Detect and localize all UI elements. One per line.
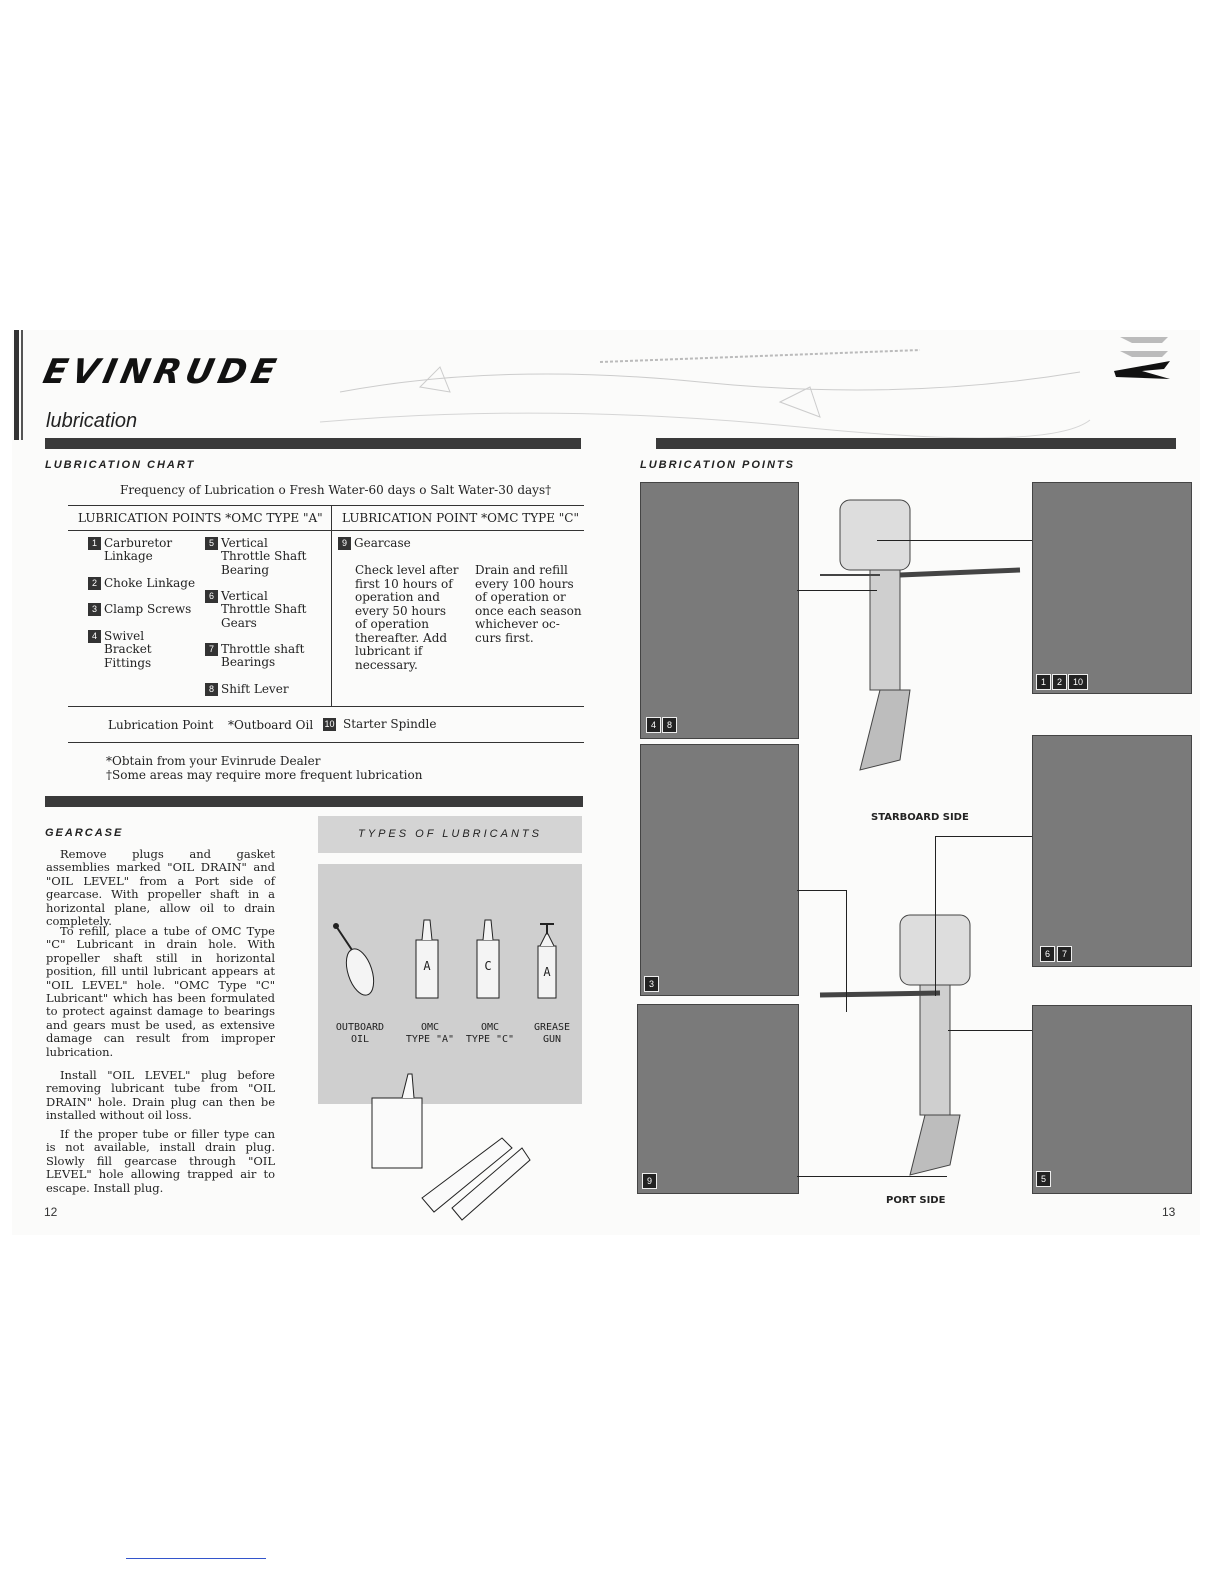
- leader-line: [948, 1030, 1032, 1031]
- table-top-line: [68, 505, 584, 506]
- photo-carburetor-linkage: [1032, 482, 1192, 694]
- lube-point-6: 6 Vertical Throttle Shaft Gears: [205, 590, 306, 630]
- badge-9: 9: [642, 1173, 657, 1189]
- footer-lube-point: Lubrication Point: [108, 718, 214, 732]
- grease-gun-icon: [538, 924, 556, 998]
- photo-clamp-screws: [640, 744, 799, 996]
- boat-sketch-illustration: [300, 332, 1100, 442]
- svg-text:A: A: [423, 959, 431, 973]
- leader-line: [797, 1176, 947, 1177]
- link-underline: [126, 1558, 266, 1559]
- gearcase-para-3: Install "OIL LEVEL" plug before removing lubricant tube from "OIL DRAIN" hole. Drain plug can then be installed without oil loss.: [46, 1068, 275, 1123]
- lubricant-icons: [330, 912, 580, 1002]
- frequency-text: Frequency of Lubrication o Fresh Water-60 days o Salt Water-30 days†: [120, 483, 552, 497]
- footer-outboard-oil: *Outboard Oil: [228, 718, 314, 732]
- gearcase-para-1: Remove plugs and gasket assemblies marked "OIL DRAIN" and "OIL LEVEL" from a Port side of gearcase. With propeller shaft in a horizontal plane, allow oil to drain completely.: [46, 847, 275, 929]
- brand-logo: EVINRUDE: [39, 352, 285, 392]
- table-header-line: [68, 530, 584, 531]
- label-omc-type-a: OMC TYPE "A": [405, 1022, 455, 1045]
- badge-10: 10: [1068, 674, 1088, 690]
- svg-text:A: A: [543, 965, 551, 979]
- table-bottom-line: [68, 742, 584, 743]
- starboard-side-caption: STARBOARD SIDE: [871, 812, 969, 823]
- lube-point-2: 2 Choke Linkage: [88, 577, 195, 590]
- label-outboard-oil: OUTBOARD OIL: [335, 1022, 385, 1045]
- oil-can-and-tubes-illustration: [362, 1068, 542, 1228]
- gearcase-para-4: If the proper tube or filler type can is not available, install drain plug. Slowly fill gearcase through "OIL LEVEL" hole allowing trapped air to escape. Install plug.: [46, 1127, 275, 1195]
- photo-shift-lever: [1032, 1005, 1192, 1194]
- badge-7: 7: [1057, 946, 1072, 962]
- lube-point-4: 4 Swivel Bracket Fittings: [88, 630, 152, 670]
- motor-port-drawing: [800, 895, 1030, 1205]
- lube-point-9: 9 Gearcase: [338, 537, 411, 550]
- check-level-text: Check level after first 10 hours of operation and every 50 hours of operation thereafter. Add lubricant if necessary.: [355, 563, 459, 672]
- right-header-bar: [656, 438, 1176, 449]
- badge-1: 1: [1036, 674, 1051, 690]
- left-header-bar: [45, 438, 581, 449]
- badge-4: 4: [646, 717, 661, 733]
- page-number-right: 13: [1162, 1205, 1176, 1219]
- oil-can-icon: [333, 923, 379, 999]
- leader-line: [935, 836, 1032, 837]
- leader-line: [935, 836, 936, 996]
- svg-text:C: C: [484, 959, 492, 973]
- badge-6: 6: [1040, 946, 1055, 962]
- col1-header: LUBRICATION POINTS *OMC TYPE "A": [78, 511, 323, 525]
- label-grease-gun: GREASE GUN: [533, 1022, 571, 1045]
- lube-point-3: 3 Clamp Screws: [88, 603, 191, 616]
- gearcase-heading: GEARCASE: [45, 827, 124, 839]
- note-frequent: †Some areas may require more frequent lubrication: [106, 768, 423, 782]
- photo-throttle-shaft: [1032, 735, 1192, 967]
- motor-starboard-drawing: [800, 480, 1030, 800]
- lube-point-7: 7 Throttle shaft Bearings: [205, 643, 304, 670]
- lube-point-5: 5 Vertical Throttle Shaft Bearing: [205, 537, 306, 577]
- leader-line: [877, 540, 1032, 541]
- lube-point-8: 8 Shift Lever: [205, 683, 289, 696]
- table-divider: [331, 505, 332, 707]
- gearcase-para-2: To refill, place a tube of OMC Type "C" Lubricant in drain hole. With propeller shaft still in horizontal position, fill until lubricant appears at "OIL LEVEL" hole. "OMC Type "C" Lubricant" which has been formulated to protect against damage to bearings and gears must be used, as extensive damage can result from improper lubrication.: [46, 924, 275, 1059]
- leader-line: [797, 890, 847, 891]
- label-omc-type-c: OMC TYPE "C": [465, 1022, 515, 1045]
- col2-header: LUBRICATION POINT *OMC TYPE "C": [342, 511, 579, 525]
- badge-3: 3: [644, 976, 659, 992]
- photo-gearcase: [637, 1004, 799, 1194]
- drain-refill-text: Drain and refill every 100 hours of operation or once each season whichever oc- curs first.: [475, 563, 582, 645]
- badge-2: 2: [1052, 674, 1067, 690]
- table-footer-top-line: [68, 706, 584, 707]
- lube-point-1: 1 Carburetor Linkage: [88, 537, 172, 564]
- tube-c-icon: [477, 920, 499, 998]
- lubrication-points-heading: LUBRICATION POINTS: [640, 459, 795, 471]
- tube-a-icon: [416, 920, 438, 998]
- port-side-caption: PORT SIDE: [886, 1195, 946, 1206]
- binding-edge: [14, 330, 19, 440]
- page-number-left: 12: [44, 1205, 58, 1219]
- section-title: lubrication: [46, 410, 138, 432]
- lubricant-types-header: TYPES OF LUBRICANTS: [318, 816, 582, 853]
- photo-swivel-bracket: [640, 482, 799, 739]
- evinrude-e-logo-icon: [1112, 333, 1172, 381]
- lube-point-10: 10 Starter Spindle: [324, 717, 437, 731]
- binding-edge-inner: [21, 330, 23, 440]
- note-obtain-dealer: *Obtain from your Evinrude Dealer: [106, 754, 321, 768]
- leader-line: [846, 890, 847, 1012]
- badge-8: 8: [662, 717, 677, 733]
- mid-bar: [45, 796, 583, 807]
- leader-line: [797, 590, 877, 591]
- badge-5: 5: [1036, 1171, 1051, 1187]
- lubrication-chart-heading: LUBRICATION CHART: [45, 459, 196, 471]
